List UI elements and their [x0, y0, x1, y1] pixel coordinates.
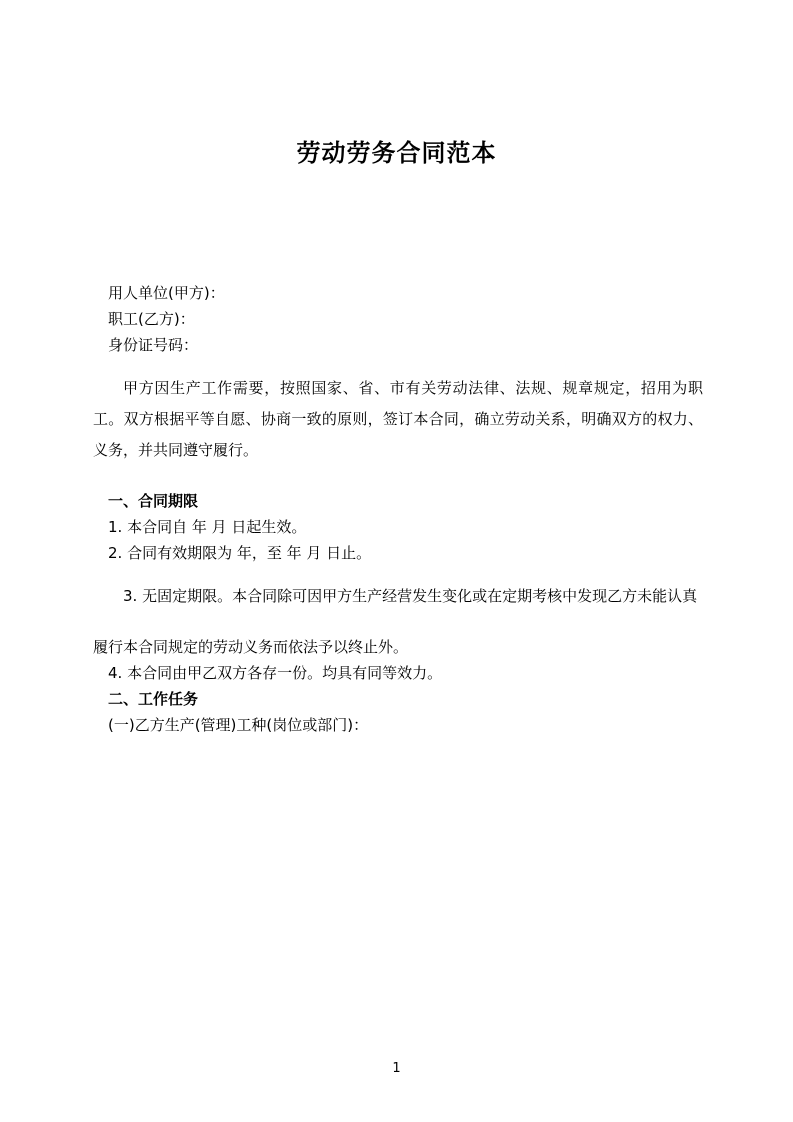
- paragraph-id-number: 身份证号码：: [108, 336, 199, 354]
- paragraph-clause-2-1: (一)乙方生产(管理)工种(岗位或部门)：: [108, 716, 369, 734]
- paragraph-clause-1-3: 3. 无固定期限。本合同除可因甲方生产经营发生变化或在定期考核中发现乙方未能认真: [123, 587, 698, 605]
- page-title: 劳动劳务合同范本: [296, 139, 497, 167]
- heading-section-1: 一、合同期限: [108, 492, 199, 510]
- page-number: 1: [392, 1061, 401, 1076]
- paragraph-clause-1-1: 1. 本合同自 年 月 日起生效。: [108, 518, 307, 536]
- paragraph-party-a: 用人单位(甲方)：: [108, 284, 225, 302]
- heading-section-2: 二、工作任务: [108, 690, 199, 708]
- document-body: [93, 280, 703, 738]
- paragraph-clause-1-3-continued: 履行本合同规定的劳动义务而依法予以终止外。: [93, 638, 409, 656]
- paragraph-clause-1-4: 4. 本合同由甲乙双方各存一份。均具有同等效力。: [108, 664, 443, 682]
- paragraph-preamble: 甲方因生产工作需要，按照国家、省、市有关劳动法律、法规、规章规定，招用为职工。双方根据平等自愿、协商一致的原则，签订本合同，确立劳动关系，明确双方的权力、义务，并共同遵守履行。: [93, 379, 703, 459]
- paragraph-clause-1-2: 2. 合同有效期限为 年，至 年 月 日止。: [108, 544, 372, 562]
- paragraph-party-b: 职工(乙方)：: [108, 310, 195, 328]
